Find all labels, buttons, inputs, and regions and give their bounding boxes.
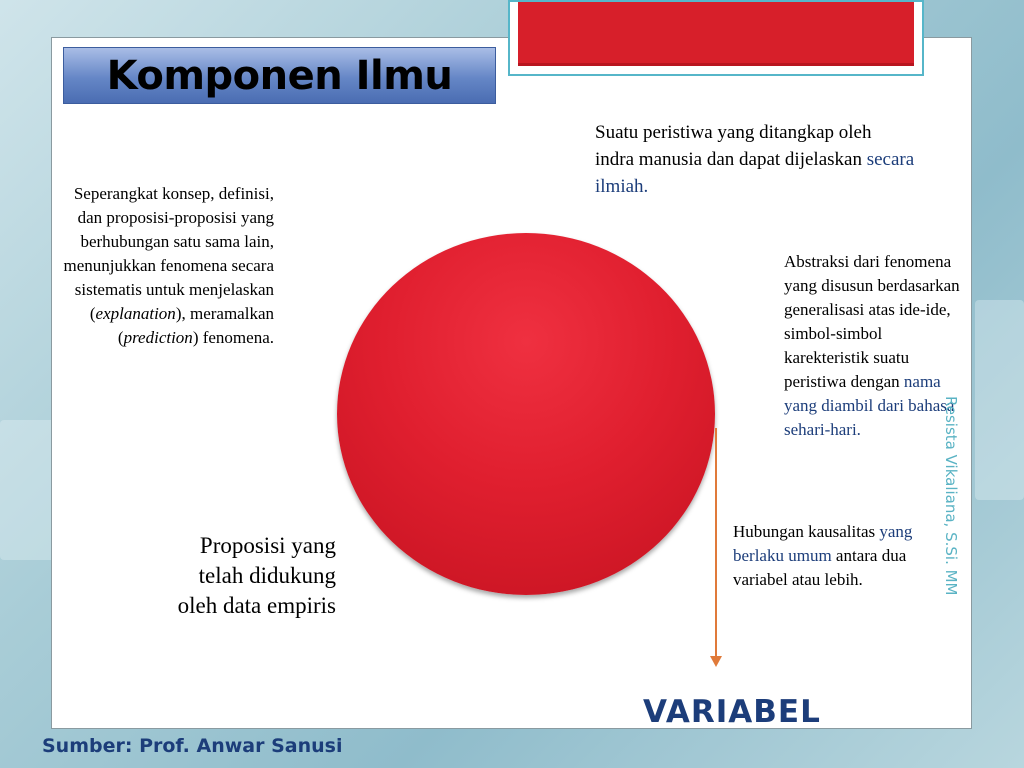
author-credit: Resista Vikaliana, S.Si. MM <box>942 396 960 596</box>
text-teori-explanation: explanation <box>95 304 176 323</box>
slide-title: Komponen Ilmu <box>106 52 453 99</box>
arrow-head-icon <box>710 656 722 667</box>
text-teori-part: ) fenomena. <box>192 328 274 347</box>
text-konsep-part: Abstraksi dari fenomena yang disusun berdasarkan generalisasi atas ide-ide, simbol-simbol karekteristik suatu peristiwa dengan <box>784 252 960 391</box>
text-teori-part: ), meramalkan ( <box>117 304 274 347</box>
text-teori <box>62 182 274 350</box>
text-konsep-highlight: nama yang diambil dari bahasa sehari-hari. <box>784 372 955 439</box>
variabel-label: VARIABEL <box>643 694 821 730</box>
background-decoration <box>975 300 1024 500</box>
text-hipotesis <box>160 531 336 621</box>
arrow-line <box>715 428 717 658</box>
text-hukum-part: antara dua variabel atau lebih. <box>733 546 907 589</box>
text-konsep <box>784 250 962 442</box>
top-accent-fill <box>518 2 914 66</box>
title-box <box>63 47 496 104</box>
top-accent-tab <box>508 0 924 76</box>
text-teori-prediction: prediction <box>123 328 193 347</box>
text-fakta-highlight: secara ilmiah. <box>595 149 915 197</box>
central-circle <box>337 233 715 595</box>
text-hukum-part: Hubungan kausalitas <box>733 522 880 541</box>
text-fakta <box>595 119 915 200</box>
text-hipotesis-content: Proposisi yang telah didukung oleh data empiris <box>177 533 336 618</box>
source-citation: Sumber: Prof. Anwar Sanusi <box>42 735 343 757</box>
text-teori-part: Seperangkat konsep, definisi, dan proposisi-proposisi yang berhubungan satu sama lain, menunjukkan fenomena secara sistematis untuk menjelaskan ( <box>63 184 274 323</box>
text-hukum <box>733 520 918 592</box>
text-fakta-part: Suatu peristiwa yang ditangkap oleh indra manusia dan dapat dijelaskan <box>595 122 872 170</box>
text-hukum-highlight: yang berlaku umum <box>733 522 913 565</box>
